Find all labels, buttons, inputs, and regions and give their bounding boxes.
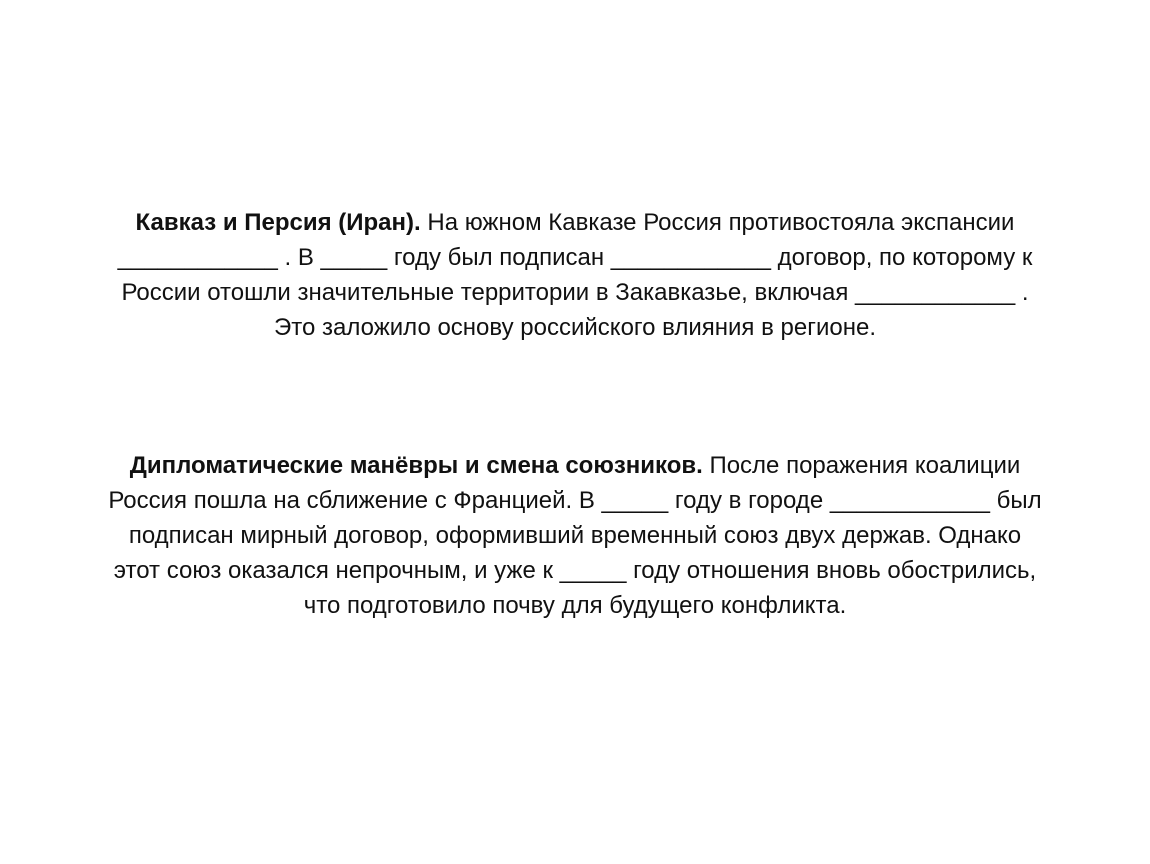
paragraph-line <box>40 448 1110 483</box>
paragraph-line: этот союз оказался непрочным, и уже к _____ году отношения вновь обострились, <box>113 557 1037 584</box>
paragraph-text: После поражения коалиции <box>702 452 1021 479</box>
paragraph-heading: Кавказ и Персия (Иран). <box>135 209 421 236</box>
paragraph-line: ____________ . В _____ году был подписан ____________ договор, по которому к <box>117 244 1033 271</box>
paragraph-diplomatic-maneuvers <box>40 448 1110 623</box>
paragraph-heading: Дипломатические манёвры и смена союзников. <box>129 452 703 479</box>
paragraph-line: Это заложило основу российского влияния в регионе. <box>274 314 876 341</box>
paragraph-line: России отошли значительные территории в Закавказье, включая ____________ . <box>121 279 1029 306</box>
paragraph-text: На южном Кавказе Россия противостояла экспансии <box>420 209 1015 236</box>
paragraph-line: подписан мирный договор, оформивший временный союз двух держав. Однако <box>128 522 1022 549</box>
paragraph-line: что подготовило почву для будущего конфликта. <box>303 592 847 619</box>
paragraph-line: Россия пошла на сближение с Францией. В _____ году в городе ____________ был <box>108 487 1042 514</box>
paragraph-line <box>40 205 1110 240</box>
paragraph-caucasus-persia <box>40 205 1110 345</box>
